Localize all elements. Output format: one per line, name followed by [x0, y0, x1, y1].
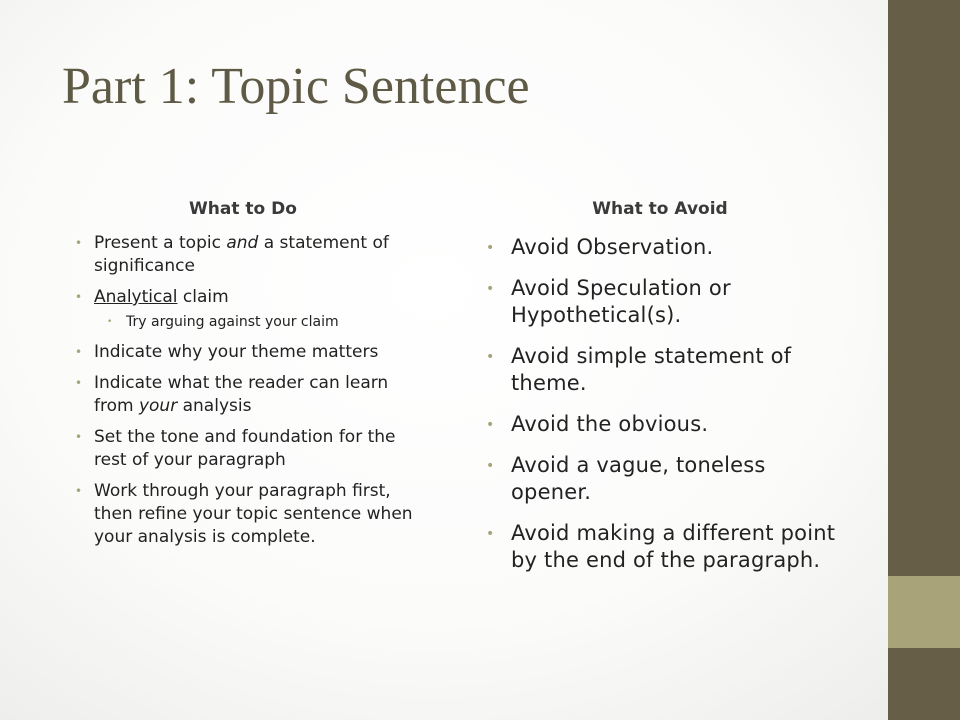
list-item [487, 520, 837, 574]
list-item [76, 341, 421, 364]
list-item [487, 234, 837, 261]
right-column-heading: What to Avoid [592, 199, 728, 219]
list-item [76, 232, 421, 278]
item-text: Avoid the obvious. [511, 412, 709, 436]
list-item [487, 411, 837, 438]
item-text: Avoid Observation. [511, 235, 714, 259]
what-to-do-list [76, 232, 421, 557]
sub-list-item [76, 313, 421, 332]
bullet-icon: • [75, 430, 83, 444]
bullet-icon: • [75, 484, 83, 498]
list-item [487, 275, 837, 329]
what-to-avoid-list [487, 232, 837, 588]
bullet-icon: • [486, 349, 495, 365]
item-text: Work through your paragraph first, then refine your topic sentence when your analysis is complete. [94, 481, 413, 547]
bullet-icon: • [486, 417, 495, 433]
slide-title: Part 1: Topic Sentence [62, 58, 530, 115]
item-underlined: Analytical [94, 287, 178, 307]
item-text: Avoid a vague, toneless opener. [511, 453, 766, 504]
item-text: claim [177, 287, 229, 307]
list-item [487, 343, 837, 397]
item-text: a statement of significance [94, 233, 389, 276]
bullet-icon: • [75, 376, 83, 390]
list-item [76, 426, 421, 472]
bullet-icon: • [75, 345, 83, 359]
item-text: analysis [177, 396, 252, 416]
item-emphasis: your [138, 396, 178, 416]
item-text: Try arguing against your claim [126, 314, 339, 330]
side-accent-bar-top [888, 0, 960, 576]
bullet-icon: • [486, 526, 495, 542]
item-emphasis: and [226, 233, 259, 253]
bullet-icon: • [486, 281, 495, 297]
item-text: Avoid making a different point by the end of the paragraph. [511, 521, 836, 572]
item-text: Avoid simple statement of theme. [511, 344, 792, 395]
item-text: Indicate what the reader can learn from [94, 373, 389, 416]
bullet-icon: • [75, 236, 83, 250]
item-text: Avoid Speculation or Hypothetical(s). [511, 276, 731, 327]
list-item [487, 452, 837, 506]
side-accent-bar-middle [888, 576, 960, 648]
bullet-icon: • [75, 290, 83, 304]
item-text: Indicate why your theme matters [94, 342, 379, 362]
left-column-heading: What to Do [189, 199, 297, 219]
item-text: Set the tone and foundation for the rest of your paragraph [94, 427, 396, 470]
bullet-icon: • [107, 317, 113, 327]
bullet-icon: • [486, 458, 495, 474]
bullet-icon: • [486, 240, 495, 256]
list-item [76, 372, 421, 418]
list-item [76, 286, 421, 309]
side-accent-bar-bottom [888, 648, 960, 720]
list-item [76, 480, 421, 549]
item-text: Present a topic [94, 233, 227, 253]
